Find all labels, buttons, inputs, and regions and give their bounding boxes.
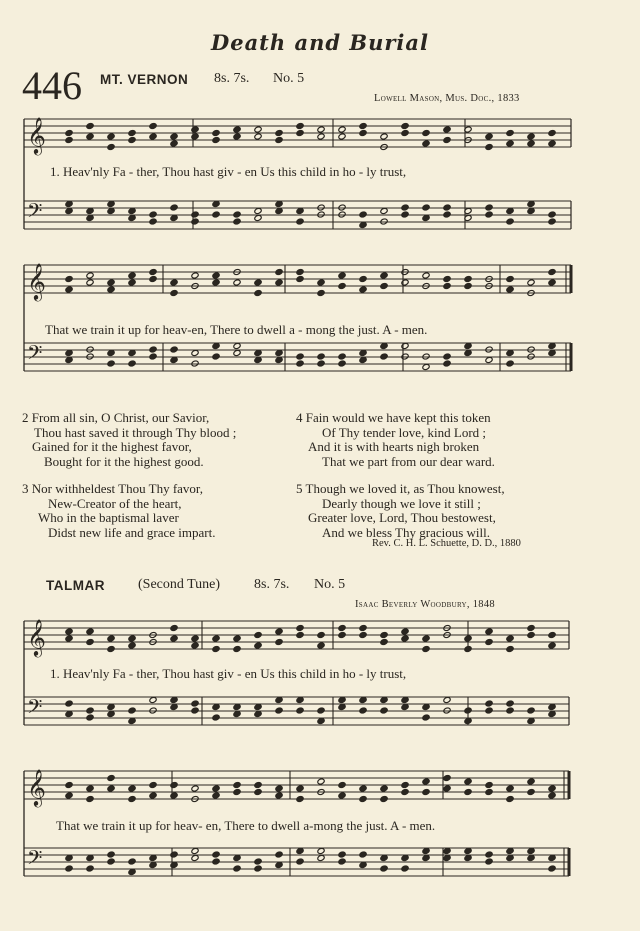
svg-text:𝄞: 𝄞 [27, 262, 46, 300]
tune2-lyric-line2: That we train it up for heav- en, There to dwell a-mong the just. A - men. [56, 818, 436, 833]
tune2-composer: Isaac Beverly Woodbury, 1848 [355, 599, 495, 610]
tune2-name: TALMAR [46, 578, 105, 593]
tune1-name: MT. VERNON [100, 72, 189, 87]
svg-text:𝄞: 𝄞 [27, 618, 46, 656]
tune2-number: No. 5 [314, 577, 346, 592]
svg-text:𝄢: 𝄢 [27, 695, 43, 723]
text-credit: Rev. C. H. L. Schuette, D. D., 1880 [372, 538, 521, 549]
verse-2: 2 From all sin, O Christ, our Savior, Thou hast saved it through Thy blood ; Gained for it the highest favor, Bought for it the highest good. [22, 410, 237, 469]
tune1-lyric-line1: 1. Heav'nly Fa - ther, Thou hast giv - en Us this child in ho - ly trust, [50, 164, 407, 179]
verse-4: 4 Fain would we have kept this token Of Thy tender love, kind Lord ; And it is with hearts nigh broken That we part from our dear ward. [296, 410, 495, 469]
tune2-subtitle: (Second Tune) [138, 577, 221, 592]
svg-text:𝄢: 𝄢 [27, 199, 43, 227]
svg-text:𝄞: 𝄞 [27, 116, 46, 154]
hymn-number: 446 [22, 63, 82, 108]
svg-text:𝄢: 𝄢 [27, 341, 43, 369]
tune2-meter: 8s. 7s. [254, 577, 290, 592]
tune2-lyric-line1: 1. Heav'nly Fa - ther, Thou hast giv - en Us this child in ho - ly trust, [50, 666, 407, 681]
svg-text:𝄢: 𝄢 [27, 846, 43, 874]
verse-3: 3 Nor withheldest Thou Thy favor, New-Creator of the heart, Who in the baptismal laver Didst new life and grace impart. [22, 481, 216, 540]
tune1-number: No. 5 [273, 71, 305, 86]
tune1-composer: Lowell Mason, Mus. Doc., 1833 [374, 93, 520, 104]
verse-5: 5 Though we loved it, as Thou knowest, Dearly though we love it still ; Greater love, Lord, Thou bestowest, And we bless Thy gracious will. [296, 481, 505, 540]
svg-text:𝄞: 𝄞 [27, 768, 46, 806]
section-title: Death and Burial [211, 30, 429, 55]
tune1-meter: 8s. 7s. [214, 71, 250, 86]
tune1-lyric-line2: That we train it up for heav-en, There to dwell a - mong the just. A - men. [45, 322, 428, 337]
